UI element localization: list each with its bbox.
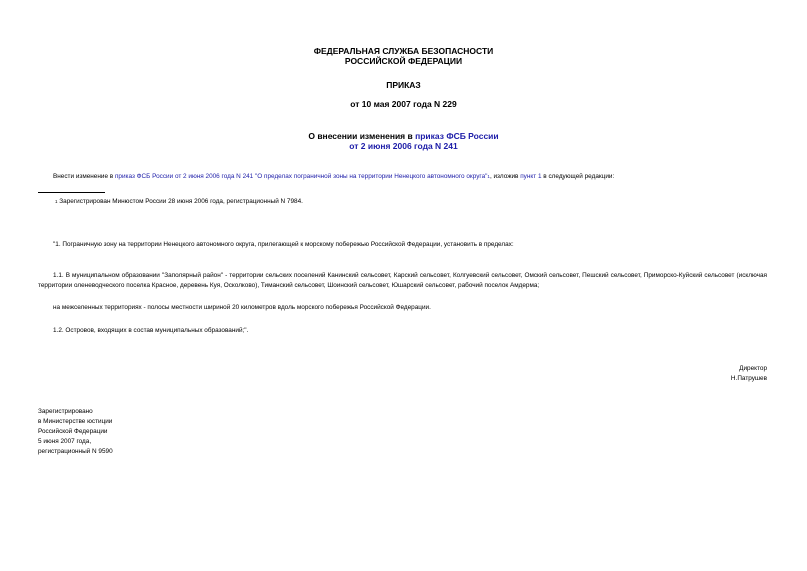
footnote-number: 1 (55, 199, 58, 204)
org-name-line2: РОССИЙСКОЙ ФЕДЕРАЦИИ (344, 56, 463, 66)
footnote-text: Зарегистрирован Минюстом России 28 июня 2006 года, регистрационный N 7984. (57, 198, 303, 205)
registration-line2: в Министерстве юстиции (38, 418, 113, 425)
intro-suffix: в следующей редакции: (541, 173, 615, 180)
subject-prefix: О внесении изменения в (308, 131, 416, 141)
intro-mid: , изложив (489, 173, 521, 180)
signature-name: Н.Патрушев (730, 375, 767, 382)
registration-line1: Зарегистрировано (38, 408, 93, 415)
registration-line4: 5 июня 2007 года, (38, 438, 92, 445)
intro-point-link[interactable]: пункт 1 (520, 173, 542, 180)
intro-order-link[interactable]: приказ ФСБ России от 2 июня 2006 года N 241 "О пределах пограничной зоны на территории Ненецкого автономного округа" (114, 173, 488, 180)
footnote (55, 197, 303, 207)
point-1: "1. Пограничную зону на территории Ненецкого автономного округа, прилегающей к морскому побережью Российской Федерации, установить в пределах: (53, 241, 514, 248)
registration-line5: регистрационный N 9590 (38, 448, 113, 455)
interterritory-paragraph: на межселенных территориях - полосы местности шириной 20 километров вдоль морского побережья Российской Федерации. (53, 304, 431, 311)
registration-line3: Российской Федерации (38, 428, 108, 435)
signature-position: Директор (739, 365, 767, 372)
doc-date: от 10 мая 2007 года N 229 (350, 99, 457, 109)
intro-footnote-ref[interactable]: 1 (487, 174, 490, 179)
subject-line1 (0, 131, 807, 141)
intro-prefix: Внести изменение в (53, 173, 115, 180)
subject-link-date[interactable]: от 2 июня 2006 года N 241 (349, 141, 458, 151)
intro-paragraph (53, 172, 614, 182)
subject-link-order[interactable]: приказ ФСБ России (415, 131, 499, 141)
point-1-1: 1.1. В муниципальном образовании "Заполярный район" - территории сельских поселений Канинский сельсовет, Карский сельсовет, Колгуевский сельсовет, Омский сельсовет, Пешский сельсовет, Приморско-Куйский сельсовет (исключая территории оленеводческого поселка Красное, деревень Куя, Осколково), Тиманский сельсовет, Шоинский сельсовет, Юшарский сельсовет, рабочий поселок Амдерма; (38, 272, 767, 289)
footnote-divider (38, 192, 105, 193)
point-1-2: 1.2. Островов, входящих в состав муниципальных образований;". (53, 327, 249, 334)
doc-type: ПРИКАЗ (386, 80, 421, 90)
org-name-line1: ФЕДЕРАЛЬНАЯ СЛУЖБА БЕЗОПАСНОСТИ (313, 46, 494, 56)
